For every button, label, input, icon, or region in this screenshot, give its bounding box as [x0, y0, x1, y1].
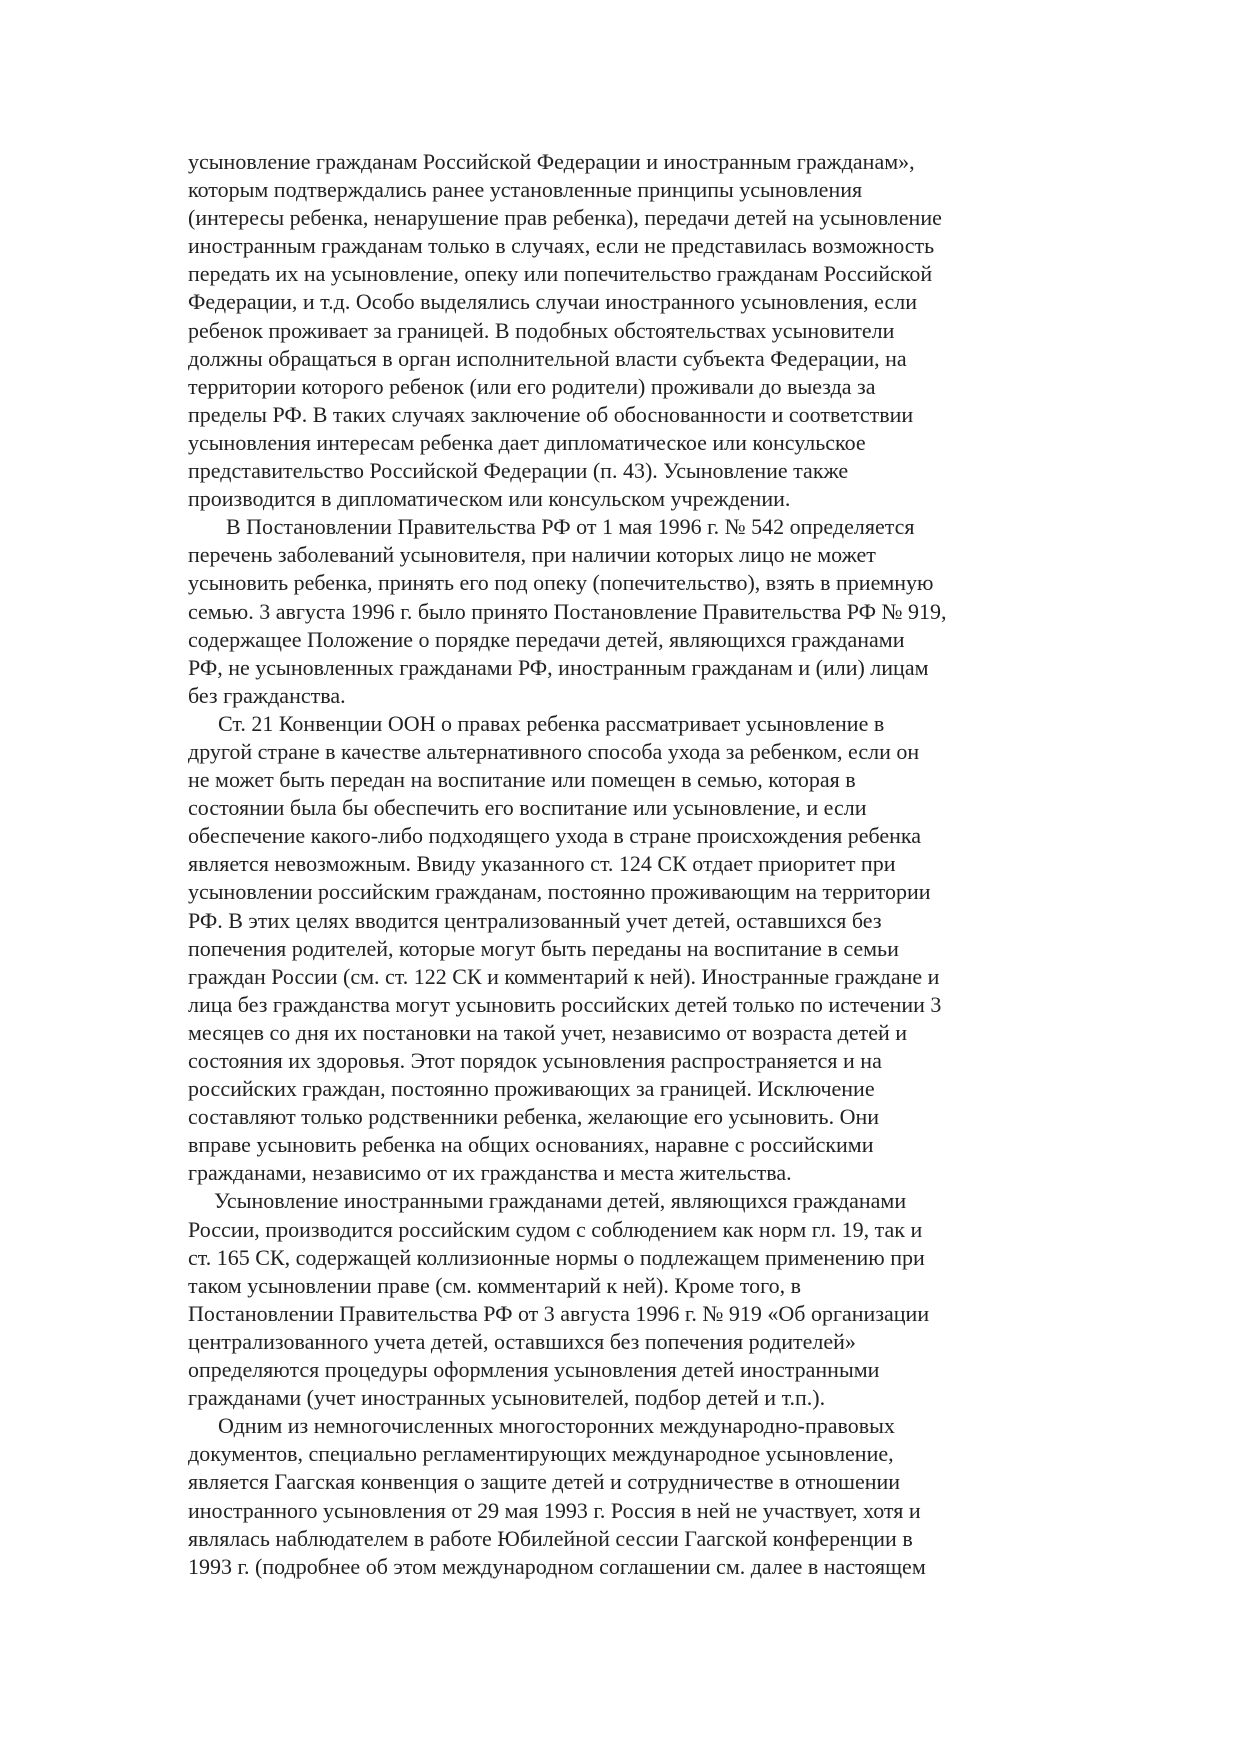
text-line: усыновление гражданам Российской Федерации и иностранным гражданам», — [188, 149, 915, 174]
text-line: централизованного учета детей, оставшихся без попечения родителей» — [188, 1328, 856, 1354]
text-line: вправе усыновить ребенка на общих основаниях, наравне с российскими — [188, 1132, 874, 1158]
paragraph-2 — [188, 513, 1068, 710]
text-line: усыновить ребенка, принять его под опеку (попечительство), взять в приемную — [188, 570, 934, 596]
text-line: представительство Российской Федерации (п. 43). Усыновление также — [188, 458, 849, 484]
document-body — [188, 148, 1068, 1581]
text-line: является Гаагская конвенция о защите детей и сотрудничестве в отношении — [188, 1469, 901, 1495]
paragraph-1 — [188, 148, 1068, 513]
text-line: ст. 165 СК, содержащей коллизионные нормы о подлежащем применению при — [188, 1244, 925, 1270]
text-line: содержащее Положение о порядке передачи детей, являющихся гражданами — [188, 626, 905, 652]
text-line: семью. 3 августа 1996 г. было принято Постановление Правительства РФ № 919, — [188, 598, 947, 624]
text-line: гражданами (учет иностранных усыновителей, подбор детей и т.п.). — [188, 1385, 826, 1411]
text-line: без гражданства. — [188, 682, 346, 708]
text-line: усыновлении российским гражданам, постоянно проживающим на территории — [188, 879, 931, 905]
text-line: определяются процедуры оформления усыновления детей иностранными — [188, 1357, 880, 1383]
text-line: В Постановлении Правительства РФ от 1 мая 1996 г. № 542 определяется — [226, 514, 915, 540]
text-line: (интересы ребенка, ненарушение прав ребенка), передачи детей на усыновление — [188, 205, 942, 231]
text-line: российских граждан, постоянно проживающих за границей. Исключение — [188, 1076, 875, 1102]
text-line: перечень заболеваний усыновителя, при наличии которых лицо не может — [188, 542, 876, 568]
text-line: месяцев со дня их постановки на такой учет, независимо от возраста детей и — [188, 1019, 908, 1045]
text-line: которым подтверждались ранее установленные принципы усыновления — [188, 177, 863, 203]
text-line: иностранного усыновления от 29 мая 1993 г. Россия в ней не участвует, хотя и — [188, 1497, 921, 1523]
text-line: Усыновление иностранными гражданами детей, являющихся гражданами — [214, 1188, 907, 1214]
paragraph-4 — [188, 1187, 1068, 1412]
text-line: иностранным гражданам только в случаях, если не представилась возможность — [188, 233, 935, 259]
text-line: РФ, не усыновленных гражданами РФ, иностранным гражданам и (или) лицам — [188, 654, 929, 680]
text-line: Ст. 21 Конвенции ООН о правах ребенка рассматривает усыновление в — [218, 710, 885, 736]
text-line: является невозможным. Ввиду указанного ст. 124 СК отдает приоритет при — [188, 851, 896, 877]
text-line: обеспечение какого-либо подходящего ухода в стране происхождения ребенка — [188, 823, 922, 849]
text-line: таком усыновлении праве (см. комментарий к ней). Кроме того, в — [188, 1272, 801, 1298]
text-line: территории которого ребенок (или его родители) проживали до выезда за — [188, 373, 876, 399]
text-line: другой стране в качестве альтернативного способа ухода за ребенком, если он — [188, 738, 920, 764]
text-line: документов, специально регламентирующих международное усыновление, — [188, 1441, 894, 1467]
text-line: не может быть передан на воспитание или помещен в семью, которая в — [188, 767, 856, 793]
text-line: Федерации, и т.д. Особо выделялись случаи иностранного усыновления, если — [188, 289, 917, 315]
text-line: должны обращаться в орган исполнительной власти субъекта Федерации, на — [188, 345, 907, 371]
text-line: ребенок проживает за границей. В подобных обстоятельствах усыновители — [188, 317, 895, 343]
text-line: усыновления интересам ребенка дает дипломатическое или консульское — [188, 429, 866, 455]
text-line: передать их на усыновление, опеку или попечительство гражданам Российской — [188, 261, 933, 287]
text-line: являлась наблюдателем в работе Юбилейной сессии Гаагской конференции в — [188, 1525, 913, 1551]
text-line: 1993 г. (подробнее об этом международном соглашении см. далее в настоящем — [188, 1553, 926, 1579]
text-line: составляют только родственники ребенка, желающие его усыновить. Они — [188, 1104, 880, 1130]
text-line: России, производится российским судом с соблюдением как норм гл. 19, так и — [188, 1216, 923, 1242]
paragraph-3 — [188, 710, 1068, 1188]
text-line: производится в дипломатическом или консульском учреждении. — [188, 486, 791, 512]
text-line: пределы РФ. В таких случаях заключение об обоснованности и соответствии — [188, 401, 914, 427]
text-line: РФ. В этих целях вводится централизованный учет детей, оставшихся без — [188, 907, 882, 933]
text-line: состоянии была бы обеспечить его воспитание или усыновление, и если — [188, 795, 867, 821]
text-line: состояния их здоровья. Этот порядок усыновления распространяется и на — [188, 1048, 882, 1073]
text-line: гражданами, независимо от их гражданства и места жительства. — [188, 1160, 792, 1186]
text-line: попечения родителей, которые могут быть переданы на воспитание в семьи — [188, 935, 899, 961]
text-line: лица без гражданства могут усыновить российских детей только по истечении 3 — [188, 991, 942, 1017]
text-line: граждан России (см. ст. 122 СК и комментарий к ней). Иностранные граждане и — [188, 963, 940, 989]
text-line: Одним из немногочисленных многосторонних международно-правовых — [218, 1413, 895, 1439]
text-line: Постановлении Правительства РФ от 3 августа 1996 г. № 919 «Об организации — [188, 1300, 930, 1326]
paragraph-5 — [188, 1412, 1068, 1581]
